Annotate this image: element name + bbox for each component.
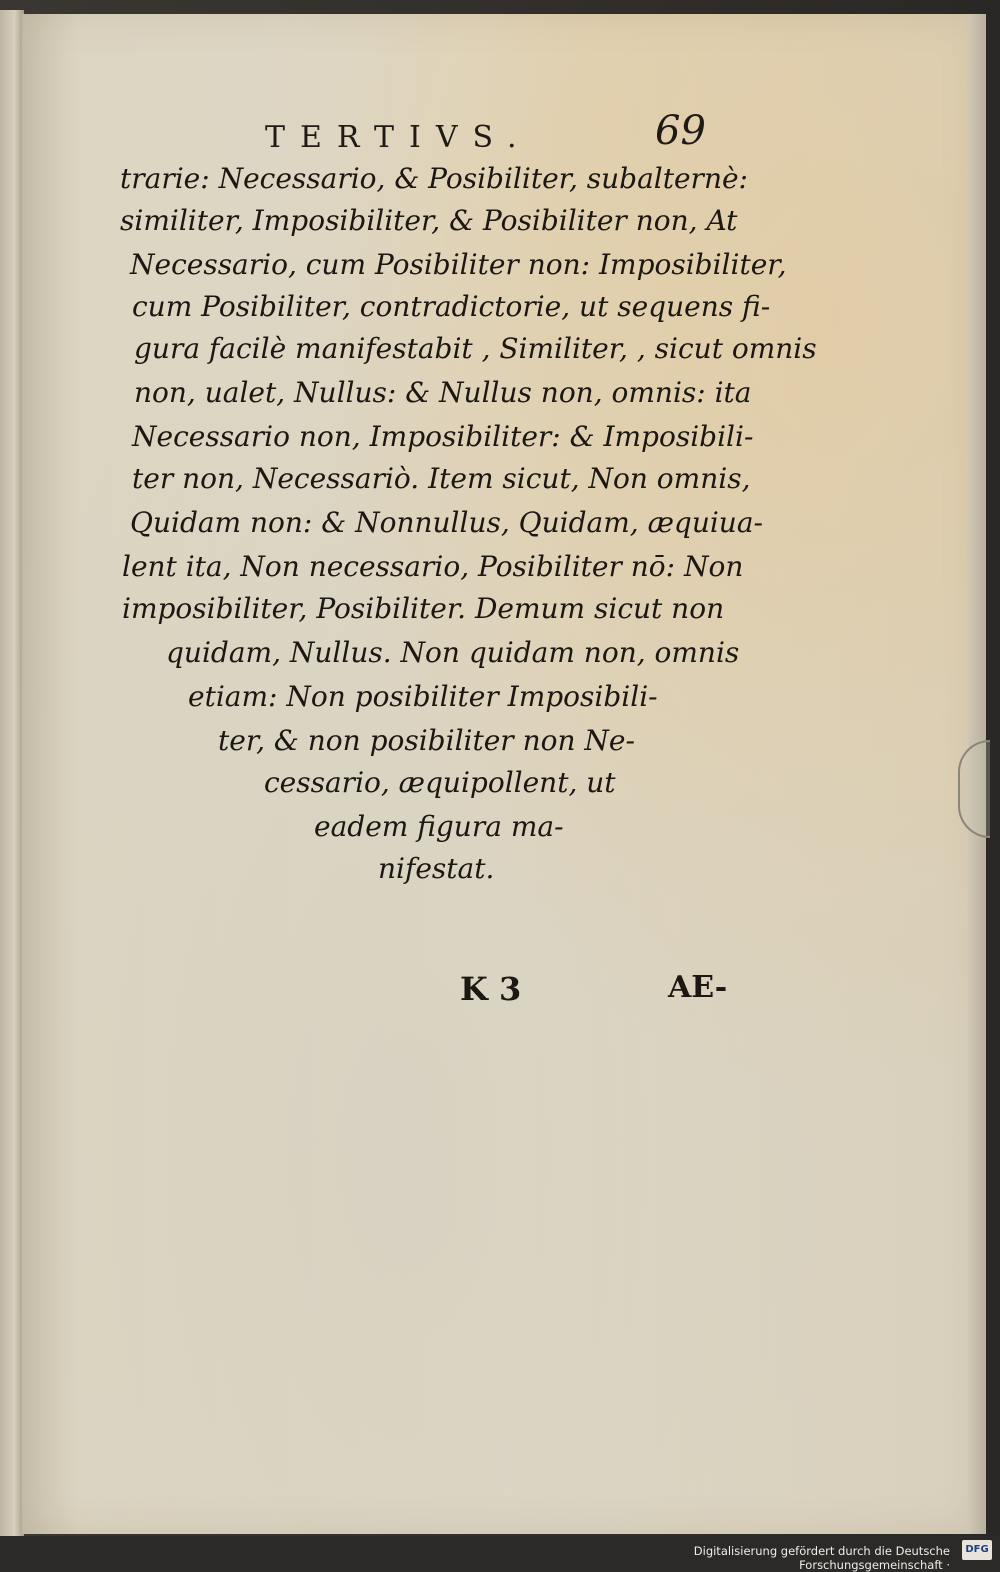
text-line: similiter, Imposibiliter, & Posibiliter non, At: [120, 204, 738, 237]
text-line: Quidam non: & Nonnullus, Quidam, æquiua-: [130, 506, 763, 539]
text-line: ter non, Necessariò. Item sicut, Non omnis,: [132, 462, 751, 495]
text-line: cessario, æquipollent, ut: [264, 766, 616, 799]
text-line: ter, & non posibiliter non Ne-: [218, 724, 635, 757]
text-line: gura facilè manifestabit , Similiter, , sicut omnis: [134, 332, 817, 365]
text-line: lent ita, Non necessario, Posibiliter nō: Non: [122, 550, 744, 583]
text-line: non, ualet, Nullus: & Nullus non, omnis: ita: [134, 376, 752, 409]
page-clip-marker: [958, 740, 990, 838]
text-line: etiam: Non posibiliter Imposibili-: [188, 680, 658, 713]
text-line: imposibiliter, Posibiliter. Demum sicut non: [122, 592, 725, 625]
text-line: cum Posibiliter, contradictorie, ut sequens fi-: [132, 290, 771, 323]
page-number: 69: [655, 108, 706, 154]
text-line: trarie: Necessario, & Posibiliter, subalternè:: [120, 162, 748, 195]
left-page-edge: [0, 10, 24, 1540]
running-head: [265, 108, 725, 158]
text-line: Necessario non, Imposibiliter: & Imposibili-: [132, 420, 754, 453]
signature-mark: K 3: [460, 970, 522, 1008]
digitization-credit: Digitalisierung gefördert durch die Deutsche Forschungsgemeinschaft ·: [693, 1544, 950, 1572]
text-line: nifestat.: [378, 852, 495, 885]
catchword: AE-: [668, 970, 728, 1005]
text-line: quidam, Nullus. Non quidam non, omnis: [166, 636, 740, 669]
running-head-title: TERTIVS.: [265, 120, 532, 155]
dfg-logo: DFG: [962, 1540, 992, 1560]
text-line: eadem figura ma-: [314, 810, 564, 843]
text-line: Necessario, cum Posibiliter non: Imposibiliter,: [130, 248, 787, 281]
